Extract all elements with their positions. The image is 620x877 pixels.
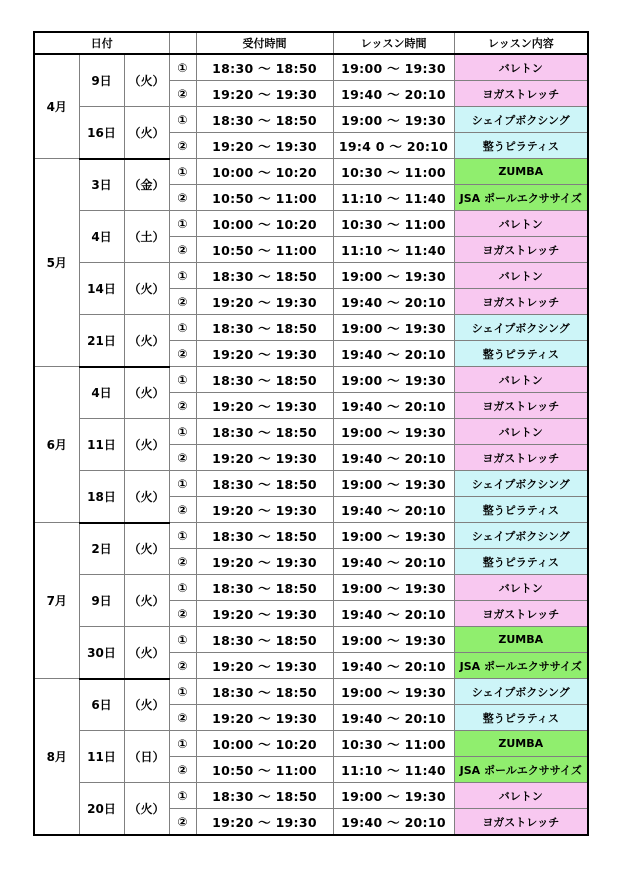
day-label: 11日 xyxy=(79,419,124,471)
reception-time: 19:20 ～ 19:30 xyxy=(196,549,333,575)
lesson-content: ZUMBA xyxy=(454,159,588,185)
header-lesson-time: レッスン時間 xyxy=(333,32,454,54)
table-row xyxy=(34,107,588,133)
lesson-time: 19:00 ～ 19:30 xyxy=(333,783,454,809)
weekday-label: （火） xyxy=(124,367,169,419)
weekday-label: （金） xyxy=(124,159,169,211)
lesson-time: 19:00 ～ 19:30 xyxy=(333,107,454,133)
session-number: ② xyxy=(169,289,196,315)
header-reception: 受付時間 xyxy=(196,32,333,54)
lesson-time: 19:00 ～ 19:30 xyxy=(333,471,454,497)
month-label: 7月 xyxy=(34,523,79,679)
lesson-content: シェイプボクシング xyxy=(454,315,588,341)
reception-time: 19:20 ～ 19:30 xyxy=(196,705,333,731)
reception-time: 18:30 ～ 18:50 xyxy=(196,575,333,601)
session-number: ② xyxy=(169,757,196,783)
session-number: ② xyxy=(169,497,196,523)
lesson-content: JSA ポールエクササイズ xyxy=(454,757,588,783)
lesson-content: ヨガストレッチ xyxy=(454,809,588,836)
session-number: ② xyxy=(169,133,196,159)
lesson-time: 19:40 ～ 20:10 xyxy=(333,393,454,419)
reception-time: 19:20 ～ 19:30 xyxy=(196,653,333,679)
session-number: ② xyxy=(169,653,196,679)
lesson-time: 19:00 ～ 19:30 xyxy=(333,523,454,549)
session-number: ② xyxy=(169,549,196,575)
header-number xyxy=(169,32,196,54)
table-row xyxy=(34,263,588,289)
reception-time: 10:50 ～ 11:00 xyxy=(196,237,333,263)
weekday-label: （火） xyxy=(124,627,169,679)
lesson-content: ヨガストレッチ xyxy=(454,601,588,627)
reception-time: 18:30 ～ 18:50 xyxy=(196,783,333,809)
lesson-content: JSA ポールエクササイズ xyxy=(454,653,588,679)
lesson-time: 11:10 ～ 11:40 xyxy=(333,757,454,783)
reception-time: 18:30 ～ 18:50 xyxy=(196,523,333,549)
lesson-time: 19:40 ～ 20:10 xyxy=(333,341,454,367)
weekday-label: （火） xyxy=(124,263,169,315)
lesson-content: バレトン xyxy=(454,575,588,601)
table-row xyxy=(34,211,588,237)
lesson-time: 11:10 ～ 11:40 xyxy=(333,237,454,263)
session-number: ① xyxy=(169,367,196,393)
month-label: 6月 xyxy=(34,367,79,523)
reception-time: 19:20 ～ 19:30 xyxy=(196,133,333,159)
day-label: 4日 xyxy=(79,211,124,263)
reception-time: 19:20 ～ 19:30 xyxy=(196,809,333,836)
header-lesson-content: レッスン内容 xyxy=(454,32,588,54)
day-label: 3日 xyxy=(79,159,124,211)
lesson-content: ヨガストレッチ xyxy=(454,445,588,471)
table-row xyxy=(34,419,588,445)
reception-time: 18:30 ～ 18:50 xyxy=(196,627,333,653)
session-number: ① xyxy=(169,315,196,341)
lesson-time: 19:00 ～ 19:30 xyxy=(333,54,454,81)
table-row xyxy=(34,315,588,341)
lesson-content: シェイプボクシング xyxy=(454,471,588,497)
session-number: ② xyxy=(169,393,196,419)
lesson-time: 19:00 ～ 19:30 xyxy=(333,627,454,653)
lesson-content: ヨガストレッチ xyxy=(454,289,588,315)
day-label: 21日 xyxy=(79,315,124,367)
table-row xyxy=(34,731,588,757)
day-label: 30日 xyxy=(79,627,124,679)
lesson-content: シェイプボクシング xyxy=(454,523,588,549)
session-number: ② xyxy=(169,341,196,367)
lesson-time: 19:40 ～ 20:10 xyxy=(333,653,454,679)
lesson-time: 19:4 0 ～ 20:10 xyxy=(333,133,454,159)
weekday-label: （火） xyxy=(124,54,169,107)
reception-time: 19:20 ～ 19:30 xyxy=(196,601,333,627)
session-number: ① xyxy=(169,783,196,809)
lesson-content: バレトン xyxy=(454,783,588,809)
table-row xyxy=(34,523,588,549)
day-label: 9日 xyxy=(79,575,124,627)
reception-time: 19:20 ～ 19:30 xyxy=(196,497,333,523)
lesson-time: 19:40 ～ 20:10 xyxy=(333,289,454,315)
header-date: 日付 xyxy=(34,32,169,54)
session-number: ② xyxy=(169,237,196,263)
lesson-content: 整うピラティス xyxy=(454,549,588,575)
month-label: 8月 xyxy=(34,679,79,836)
lesson-content: バレトン xyxy=(454,54,588,81)
session-number: ① xyxy=(169,679,196,705)
lesson-time: 19:40 ～ 20:10 xyxy=(333,809,454,836)
lesson-content: 整うピラティス xyxy=(454,705,588,731)
session-number: ① xyxy=(169,263,196,289)
day-label: 20日 xyxy=(79,783,124,836)
lesson-content: 整うピラティス xyxy=(454,133,588,159)
session-number: ① xyxy=(169,523,196,549)
lesson-content: ヨガストレッチ xyxy=(454,237,588,263)
lesson-content: シェイプボクシング xyxy=(454,107,588,133)
reception-time: 18:30 ～ 18:50 xyxy=(196,471,333,497)
reception-time: 10:00 ～ 10:20 xyxy=(196,211,333,237)
weekday-label: （土） xyxy=(124,211,169,263)
reception-time: 19:20 ～ 19:30 xyxy=(196,393,333,419)
day-label: 16日 xyxy=(79,107,124,159)
session-number: ① xyxy=(169,54,196,81)
lesson-time: 10:30 ～ 11:00 xyxy=(333,159,454,185)
reception-time: 19:20 ～ 19:30 xyxy=(196,81,333,107)
table-row xyxy=(34,627,588,653)
reception-time: 19:20 ～ 19:30 xyxy=(196,445,333,471)
session-number: ② xyxy=(169,445,196,471)
lesson-time: 19:40 ～ 20:10 xyxy=(333,705,454,731)
day-label: 18日 xyxy=(79,471,124,523)
session-number: ① xyxy=(169,419,196,445)
reception-time: 19:20 ～ 19:30 xyxy=(196,289,333,315)
reception-time: 10:00 ～ 10:20 xyxy=(196,731,333,757)
reception-time: 19:20 ～ 19:30 xyxy=(196,341,333,367)
session-number: ① xyxy=(169,211,196,237)
weekday-label: （火） xyxy=(124,107,169,159)
session-number: ① xyxy=(169,575,196,601)
session-number: ① xyxy=(169,107,196,133)
lesson-content: シェイプボクシング xyxy=(454,679,588,705)
lesson-time: 19:40 ～ 20:10 xyxy=(333,445,454,471)
session-number: ② xyxy=(169,705,196,731)
lesson-time: 19:40 ～ 20:10 xyxy=(333,497,454,523)
table-row xyxy=(34,159,588,185)
lesson-time: 19:40 ～ 20:10 xyxy=(333,549,454,575)
session-number: ② xyxy=(169,81,196,107)
header-row xyxy=(34,32,588,54)
lesson-content: バレトン xyxy=(454,263,588,289)
reception-time: 18:30 ～ 18:50 xyxy=(196,315,333,341)
weekday-label: （火） xyxy=(124,419,169,471)
day-label: 9日 xyxy=(79,54,124,107)
lesson-content: ヨガストレッチ xyxy=(454,393,588,419)
lesson-schedule-table xyxy=(33,31,589,836)
lesson-time: 19:00 ～ 19:30 xyxy=(333,263,454,289)
weekday-label: （火） xyxy=(124,783,169,836)
day-label: 14日 xyxy=(79,263,124,315)
lesson-content: JSA ポールエクササイズ xyxy=(454,185,588,211)
session-number: ① xyxy=(169,471,196,497)
reception-time: 18:30 ～ 18:50 xyxy=(196,54,333,81)
table-row xyxy=(34,783,588,809)
session-number: ① xyxy=(169,159,196,185)
reception-time: 18:30 ～ 18:50 xyxy=(196,107,333,133)
reception-time: 10:50 ～ 11:00 xyxy=(196,185,333,211)
lesson-time: 10:30 ～ 11:00 xyxy=(333,211,454,237)
day-label: 6日 xyxy=(79,679,124,731)
weekday-label: （火） xyxy=(124,575,169,627)
weekday-label: （火） xyxy=(124,523,169,575)
day-label: 11日 xyxy=(79,731,124,783)
lesson-time: 11:10 ～ 11:40 xyxy=(333,185,454,211)
day-label: 2日 xyxy=(79,523,124,575)
lesson-content: ZUMBA xyxy=(454,731,588,757)
session-number: ① xyxy=(169,731,196,757)
reception-time: 18:30 ～ 18:50 xyxy=(196,263,333,289)
lesson-time: 10:30 ～ 11:00 xyxy=(333,731,454,757)
month-label: 4月 xyxy=(34,54,79,159)
lesson-time: 19:00 ～ 19:30 xyxy=(333,315,454,341)
reception-time: 18:30 ～ 18:50 xyxy=(196,367,333,393)
lesson-time: 19:00 ～ 19:30 xyxy=(333,367,454,393)
lesson-content: ヨガストレッチ xyxy=(454,81,588,107)
lesson-time: 19:00 ～ 19:30 xyxy=(333,575,454,601)
table-row xyxy=(34,575,588,601)
reception-time: 18:30 ～ 18:50 xyxy=(196,679,333,705)
lesson-time: 19:40 ～ 20:10 xyxy=(333,601,454,627)
session-number: ② xyxy=(169,185,196,211)
session-number: ② xyxy=(169,809,196,836)
weekday-label: （日） xyxy=(124,731,169,783)
lesson-content: バレトン xyxy=(454,211,588,237)
lesson-content: ZUMBA xyxy=(454,627,588,653)
session-number: ① xyxy=(169,627,196,653)
lesson-content: バレトン xyxy=(454,419,588,445)
weekday-label: （火） xyxy=(124,315,169,367)
lesson-content: バレトン xyxy=(454,367,588,393)
lesson-content: 整うピラティス xyxy=(454,341,588,367)
lesson-time: 19:00 ～ 19:30 xyxy=(333,679,454,705)
lesson-time: 19:40 ～ 20:10 xyxy=(333,81,454,107)
weekday-label: （火） xyxy=(124,471,169,523)
table-row xyxy=(34,679,588,705)
table-row xyxy=(34,367,588,393)
reception-time: 10:00 ～ 10:20 xyxy=(196,159,333,185)
lesson-content: 整うピラティス xyxy=(454,497,588,523)
schedule-body xyxy=(34,54,588,835)
table-row xyxy=(34,54,588,81)
day-label: 4日 xyxy=(79,367,124,419)
table-row xyxy=(34,471,588,497)
month-label: 5月 xyxy=(34,159,79,367)
reception-time: 18:30 ～ 18:50 xyxy=(196,419,333,445)
weekday-label: （火） xyxy=(124,679,169,731)
reception-time: 10:50 ～ 11:00 xyxy=(196,757,333,783)
lesson-time: 19:00 ～ 19:30 xyxy=(333,419,454,445)
session-number: ② xyxy=(169,601,196,627)
